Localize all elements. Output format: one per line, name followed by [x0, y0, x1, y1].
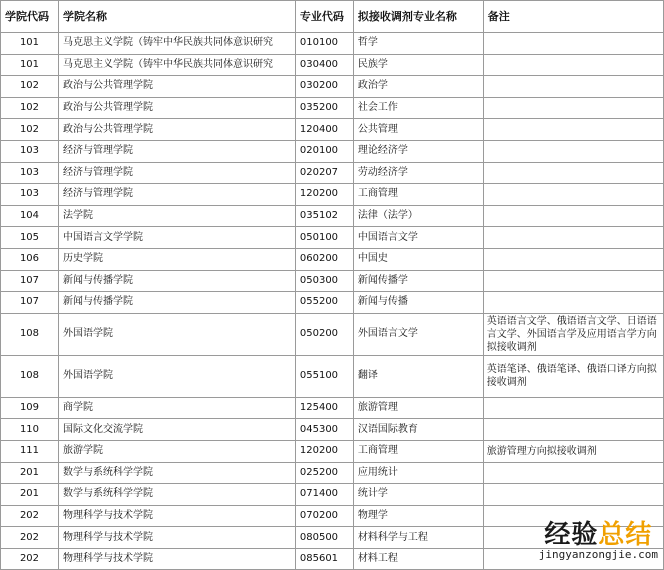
cell-major-name: 旅游管理	[353, 397, 483, 419]
cell-major-code: 120200	[295, 440, 353, 462]
cell-college-name: 经济与管理学院	[58, 140, 295, 162]
cell-major-code: 125400	[295, 397, 353, 419]
table-row	[1, 397, 664, 419]
table-row	[1, 54, 664, 76]
table-row	[1, 270, 664, 292]
cell-major-code: 055100	[295, 355, 353, 397]
cell-college-code: 101	[1, 33, 59, 55]
cell-college-name: 政治与公共管理学院	[58, 119, 295, 141]
table-row	[1, 33, 664, 55]
cell-major-code: 120400	[295, 119, 353, 141]
header-college-code: 学院代码	[1, 1, 59, 33]
cell-note	[483, 33, 663, 55]
cell-note	[483, 140, 663, 162]
table-row	[1, 97, 664, 119]
cell-major-code: 010100	[295, 33, 353, 55]
table-row	[1, 419, 664, 441]
cell-college-name: 中国语言文学学院	[58, 227, 295, 249]
cell-college-name: 经济与管理学院	[58, 184, 295, 206]
watermark-url: jingyanzongjie.com	[538, 548, 658, 561]
cell-college-code: 103	[1, 184, 59, 206]
cell-major-code: 050100	[295, 227, 353, 249]
cell-college-name: 政治与公共管理学院	[58, 97, 295, 119]
cell-college-name: 历史学院	[58, 248, 295, 270]
cell-major-name: 工商管理	[353, 440, 483, 462]
cell-college-code: 102	[1, 76, 59, 98]
cell-college-code: 111	[1, 440, 59, 462]
cell-college-code: 107	[1, 270, 59, 292]
cell-college-name: 数学与系统科学学院	[58, 484, 295, 506]
table-row	[1, 313, 664, 355]
cell-major-name: 中国史	[353, 248, 483, 270]
cell-major-name: 汉语国际教育	[353, 419, 483, 441]
cell-college-code: 103	[1, 162, 59, 184]
cell-major-name: 统计学	[353, 484, 483, 506]
cell-note: 英语语言文学、俄语语言文学、日语语言文学、外国语言学及应用语言学方向拟接收调剂	[483, 313, 663, 355]
watermark-title-part-2: 总结	[598, 520, 653, 550]
cell-major-code: 080500	[295, 527, 353, 549]
cell-college-code: 202	[1, 548, 59, 570]
cell-major-code: 030200	[295, 76, 353, 98]
cell-major-name: 翻译	[353, 355, 483, 397]
cell-note	[483, 54, 663, 76]
table-row	[1, 505, 664, 527]
cell-college-code: 102	[1, 97, 59, 119]
cell-note	[483, 292, 663, 314]
cell-major-name: 中国语言文学	[353, 227, 483, 249]
cell-college-code: 102	[1, 119, 59, 141]
cell-major-name: 理论经济学	[353, 140, 483, 162]
cell-college-name: 政治与公共管理学院	[58, 76, 295, 98]
cell-major-code: 030400	[295, 54, 353, 76]
cell-college-name: 新闻与传播学院	[58, 270, 295, 292]
cell-college-code: 101	[1, 54, 59, 76]
table-row	[1, 140, 664, 162]
table-row	[1, 484, 664, 506]
cell-college-name: 物理科学与技术学院	[58, 548, 295, 570]
cell-major-code: 045300	[295, 419, 353, 441]
table-body	[1, 33, 664, 570]
cell-note	[483, 76, 663, 98]
cell-college-name: 马克思主义学院（铸牢中华民族共同体意识研究	[58, 33, 295, 55]
table-row	[1, 119, 664, 141]
header-row	[1, 1, 664, 33]
cell-major-code: 020100	[295, 140, 353, 162]
cell-major-name: 材料科学与工程	[353, 527, 483, 549]
cell-college-code: 103	[1, 140, 59, 162]
watermark-title-part-1: 经验	[544, 520, 599, 550]
table-row	[1, 355, 664, 397]
cell-major-name: 劳动经济学	[353, 162, 483, 184]
cell-note	[483, 205, 663, 227]
table-row	[1, 76, 664, 98]
cell-note	[483, 227, 663, 249]
table-row	[1, 184, 664, 206]
cell-major-name: 法律（法学）	[353, 205, 483, 227]
table-row	[1, 205, 664, 227]
cell-note	[483, 419, 663, 441]
table-row	[1, 462, 664, 484]
cell-note	[483, 162, 663, 184]
cell-college-name: 国际文化交流学院	[58, 419, 295, 441]
cell-major-name: 物理学	[353, 505, 483, 527]
cell-major-code: 055200	[295, 292, 353, 314]
cell-college-code: 107	[1, 292, 59, 314]
cell-college-name: 数学与系统科学学院	[58, 462, 295, 484]
cell-major-name: 社会工作	[353, 97, 483, 119]
cell-major-code: 060200	[295, 248, 353, 270]
cell-note	[483, 484, 663, 506]
cell-college-code: 105	[1, 227, 59, 249]
cell-college-code: 202	[1, 527, 59, 549]
cell-college-name: 旅游学院	[58, 440, 295, 462]
table-row	[1, 548, 664, 570]
cell-college-code: 110	[1, 419, 59, 441]
cell-note	[483, 462, 663, 484]
cell-major-code: 050300	[295, 270, 353, 292]
cell-note	[483, 184, 663, 206]
cell-college-code: 108	[1, 313, 59, 355]
cell-college-name: 物理科学与技术学院	[58, 505, 295, 527]
cell-note: 英语笔译、俄语笔译、俄语口译方向拟接收调剂	[483, 355, 663, 397]
cell-college-name: 法学院	[58, 205, 295, 227]
cell-major-name: 民族学	[353, 54, 483, 76]
cell-note	[483, 527, 663, 549]
cell-note	[483, 248, 663, 270]
cell-major-code: 050200	[295, 313, 353, 355]
cell-college-code: 104	[1, 205, 59, 227]
table-row	[1, 440, 664, 462]
cell-note	[483, 397, 663, 419]
cell-major-code: 071400	[295, 484, 353, 506]
table-row	[1, 292, 664, 314]
cell-major-name: 工商管理	[353, 184, 483, 206]
table-row	[1, 227, 664, 249]
cell-major-name: 新闻与传播	[353, 292, 483, 314]
cell-major-name: 应用统计	[353, 462, 483, 484]
cell-major-name: 外国语言文学	[353, 313, 483, 355]
cell-major-code: 035200	[295, 97, 353, 119]
cell-note	[483, 548, 663, 570]
header-college-name: 学院名称	[58, 1, 295, 33]
cell-college-code: 202	[1, 505, 59, 527]
cell-major-code: 020207	[295, 162, 353, 184]
cell-major-code: 120200	[295, 184, 353, 206]
cell-major-code: 085601	[295, 548, 353, 570]
table-row	[1, 527, 664, 549]
cell-college-name: 商学院	[58, 397, 295, 419]
cell-college-name: 马克思主义学院（铸牢中华民族共同体意识研究	[58, 54, 295, 76]
table-row	[1, 162, 664, 184]
cell-note: 旅游管理方向拟接收调剂	[483, 440, 663, 462]
cell-major-code: 070200	[295, 505, 353, 527]
cell-college-code: 106	[1, 248, 59, 270]
cell-college-code: 108	[1, 355, 59, 397]
cell-college-name: 经济与管理学院	[58, 162, 295, 184]
cell-major-name: 政治学	[353, 76, 483, 98]
cell-major-code: 025200	[295, 462, 353, 484]
header-major-name: 拟接收调剂专业名称	[353, 1, 483, 33]
header-note: 备注	[483, 1, 663, 33]
cell-college-name: 新闻与传播学院	[58, 292, 295, 314]
cell-college-name: 外国语学院	[58, 313, 295, 355]
cell-major-name: 新闻传播学	[353, 270, 483, 292]
cell-college-code: 109	[1, 397, 59, 419]
cell-college-code: 201	[1, 462, 59, 484]
cell-college-name: 物理科学与技术学院	[58, 527, 295, 549]
cell-college-name: 外国语学院	[58, 355, 295, 397]
header-major-code: 专业代码	[295, 1, 353, 33]
table-row	[1, 248, 664, 270]
cell-note	[483, 505, 663, 527]
cell-major-code: 035102	[295, 205, 353, 227]
cell-note	[483, 270, 663, 292]
cell-major-name: 公共管理	[353, 119, 483, 141]
cell-college-code: 201	[1, 484, 59, 506]
cell-major-name: 哲学	[353, 33, 483, 55]
cell-note	[483, 97, 663, 119]
cell-major-name: 材料工程	[353, 548, 483, 570]
cell-note	[483, 119, 663, 141]
